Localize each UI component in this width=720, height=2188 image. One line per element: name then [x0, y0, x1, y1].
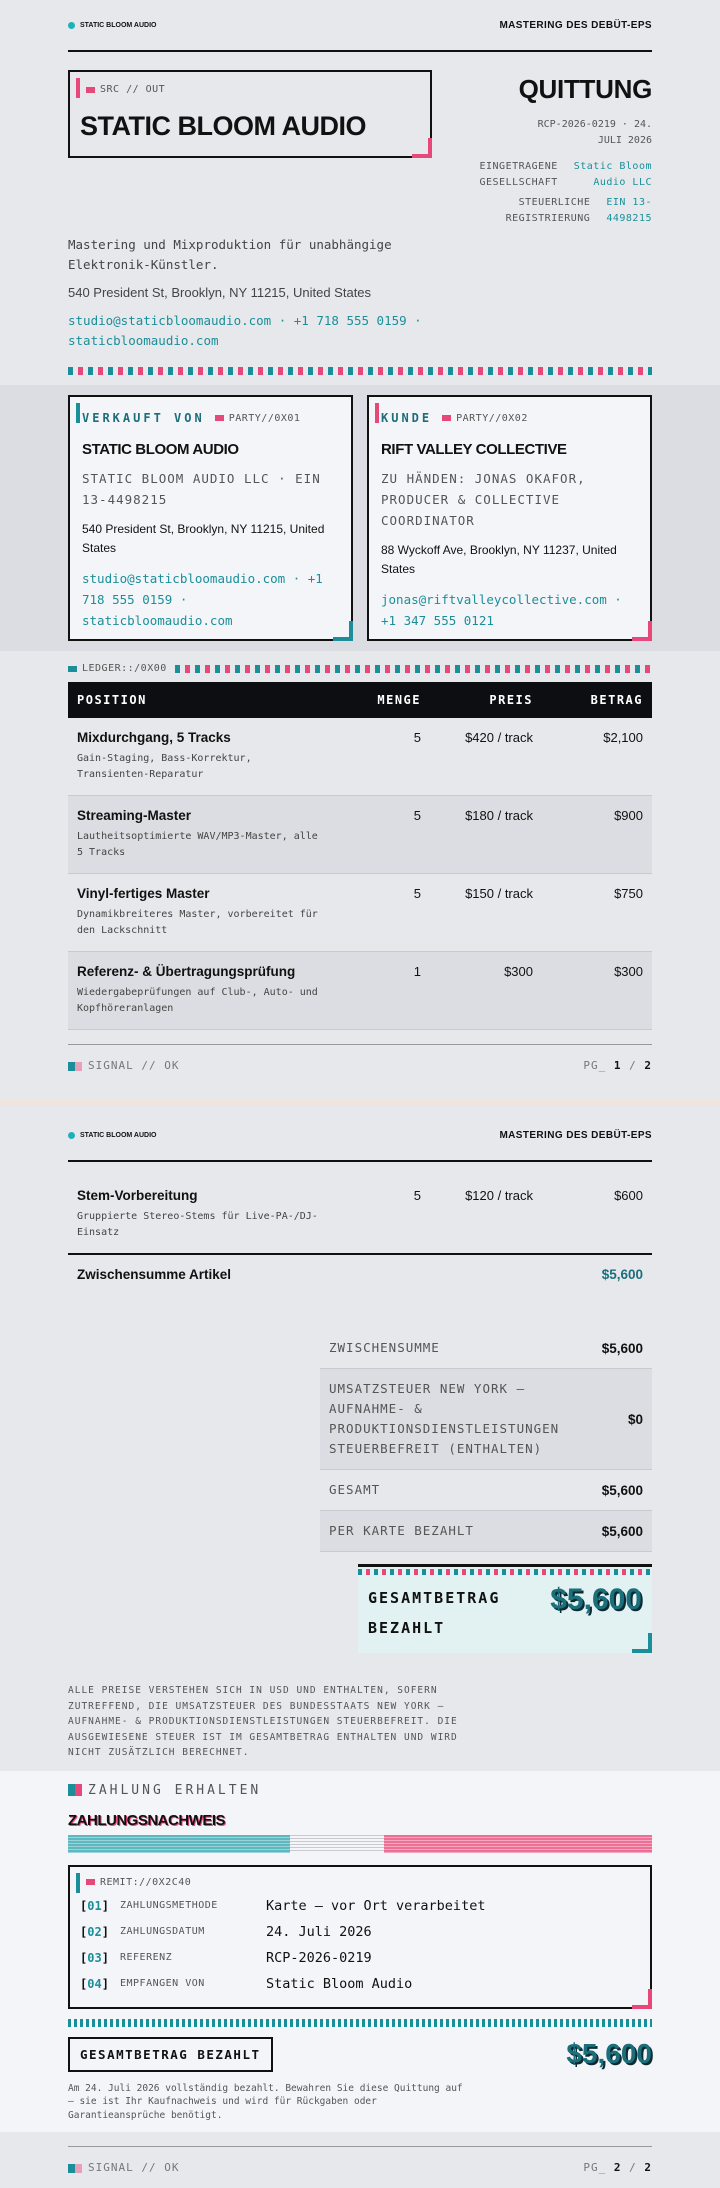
- src-tag-label: SRC // OUT: [100, 84, 166, 95]
- item-desc: Gruppierte Stereo-Stems für Live-PA-/DJ-Einsatz: [77, 1211, 318, 1238]
- item-desc: Wiedergabeprüfungen auf Club-, Auto- und Kopfhöreranlagen: [77, 987, 318, 1014]
- item-desc: Gain-Staging, Bass-Korrektur, Transienten-Reparatur: [77, 753, 252, 780]
- item-desc: Dynamikbreiteres Master, vorbereitet für den Lackschnitt: [77, 909, 318, 936]
- item-qty: 5: [413, 1188, 421, 1203]
- remit-key: ZAHLUNGSMETHODE: [120, 1900, 218, 1911]
- corner-accent: [76, 78, 80, 98]
- remit-value: Karte — vor Ort verarbeitet: [266, 1897, 486, 1914]
- item-amount: $2,100: [603, 730, 643, 745]
- party-tag-label: PARTY//0X01: [228, 412, 301, 424]
- remit-index-number: 04: [87, 1976, 102, 1991]
- totals-value: $0: [627, 1411, 643, 1427]
- signal-status: [68, 1059, 179, 1072]
- totals-value: $5,600: [601, 1340, 643, 1356]
- customer-title: KUNDE: [381, 411, 433, 425]
- dashed-divider: [175, 665, 652, 673]
- seller-contact[interactable]: studio@staticbloomaudio.com · +1 718 555 0159 · staticbloomaudio.com: [82, 571, 323, 628]
- item-name: Streaming-Master: [77, 808, 192, 823]
- page-footer: [68, 1044, 652, 1072]
- flag-icon: [68, 2164, 82, 2173]
- corner-accent: [333, 621, 353, 641]
- ledger-tag: [68, 663, 167, 674]
- item-price: $150 / track: [465, 886, 533, 901]
- table-row: [68, 874, 652, 952]
- items-subtotal-label: Zwischensumme Artikel: [77, 1267, 232, 1282]
- item-amount: $600: [614, 1188, 643, 1203]
- payment-section: [0, 1771, 720, 2133]
- seller-legal: STATIC BLOOM AUDIO LLC · EIN 13-4498215: [82, 471, 321, 507]
- page-prefix: PG_: [583, 1059, 607, 1072]
- col-qty: MENGE: [368, 682, 430, 718]
- grand-total-label: [368, 1583, 500, 1643]
- corner-accent: [632, 1989, 652, 2009]
- company-info: [68, 235, 428, 351]
- tax-value: EIN 13-: [606, 197, 652, 208]
- table-row: [68, 718, 652, 796]
- corner-accent: [76, 1873, 80, 1893]
- company-contact[interactable]: studio@staticbloomaudio.com · +1 718 555 0159 · staticbloomaudio.com: [68, 313, 422, 348]
- registered-company: [452, 159, 652, 191]
- brand-mini: [68, 1132, 156, 1139]
- item-name: Referenz- & Übertragungsprüfung: [77, 964, 296, 979]
- page-separator: /: [629, 2161, 637, 2174]
- item-price: $180 / track: [465, 808, 533, 823]
- paid-label: GESAMTBETRAG BEZAHLT: [68, 2037, 273, 2072]
- project-title: MASTERING DES DEBÜT-EPS: [499, 19, 652, 31]
- item-amount: $900: [614, 808, 643, 823]
- page-header: [68, 1110, 652, 1162]
- tax-registration: [452, 195, 652, 227]
- grand-total-box: [358, 1564, 652, 1653]
- party-tag: [442, 413, 528, 424]
- receipt-number: [452, 117, 652, 149]
- bar-teal: [68, 1835, 290, 1853]
- logo-box: [68, 70, 432, 158]
- col-amount: BETRAG: [542, 682, 652, 718]
- tax-label: REGISTRIERUNG: [505, 213, 591, 224]
- item-desc: Lautheitsoptimierte WAV/MP3-Master, alle 5 Tracks: [77, 831, 318, 858]
- totals-row: [320, 1511, 652, 1552]
- table-row: [68, 1176, 652, 1253]
- receipt-line: RCP-2026-0219 · 24.: [537, 119, 652, 130]
- totals-block: [320, 1328, 652, 1653]
- paid-row: [68, 2037, 652, 2072]
- seller-title: VERKAUFT VON: [82, 411, 205, 425]
- corner-accent: [375, 403, 379, 423]
- brand-dot-icon: [68, 22, 75, 29]
- item-name: Vinyl-fertiges Master: [77, 886, 210, 901]
- brand-dot-icon: [68, 1132, 75, 1139]
- remit-index: [03]: [80, 1950, 109, 1965]
- totals-value: $5,600: [601, 1523, 643, 1539]
- receipt-line: JULI 2026: [597, 135, 652, 146]
- remit-key: REFERENZ: [120, 1952, 173, 1963]
- remit-value: Static Bloom Audio: [266, 1975, 413, 1992]
- document-title: QUITTUNG: [518, 74, 652, 104]
- remit-index: [04]: [80, 1976, 109, 1991]
- items-subtotal-value: $5,600: [601, 1267, 643, 1282]
- tax-label: STEUERLICHE: [518, 197, 591, 208]
- customer-contact[interactable]: jonas@riftvalleycollective.com · +1 347 555 0121: [381, 592, 622, 628]
- item-qty: 1: [413, 964, 421, 979]
- corner-accent: [632, 621, 652, 641]
- dashed-divider: [68, 367, 652, 375]
- remit-tag: [86, 1877, 640, 1888]
- seller-name: STATIC BLOOM AUDIO: [82, 441, 239, 458]
- brand-mini-label: STATIC BLOOM AUDIO: [80, 1131, 157, 1139]
- company-address: 540 President St, Brooklyn, NY 11215, United States: [68, 285, 372, 300]
- customer-attention: ZU HÄNDEN: JONAS OKAFOR, PRODUCER & COLLECTIVE COORDINATOR: [381, 471, 586, 528]
- reg-label: EINGETRAGENE: [479, 161, 558, 172]
- remit-row: [80, 1950, 640, 1966]
- remit-row: [80, 1898, 640, 1914]
- remit-key: ZAHLUNGSDATUM: [120, 1926, 205, 1937]
- ledger-row: [68, 663, 652, 674]
- remit-index-number: 03: [87, 1950, 102, 1965]
- parties-band: [0, 385, 720, 651]
- reg-value: Audio LLC: [593, 177, 652, 188]
- seller-address: 540 President St, Brooklyn, NY 11215, United States: [82, 522, 325, 555]
- item-price: $120 / track: [465, 1188, 533, 1203]
- page-current: 2: [613, 2161, 622, 2174]
- dashed-divider: [358, 1569, 652, 1575]
- totals-label: ZWISCHENSUMME: [329, 1340, 440, 1355]
- item-name: Stem-Vorbereitung: [77, 1188, 198, 1203]
- col-position: POSITION: [68, 682, 368, 718]
- page-total: 2: [644, 1059, 652, 1072]
- party-tag: [215, 413, 301, 424]
- customer-card: [367, 395, 652, 641]
- bar-gray: [290, 1835, 384, 1853]
- page-prefix: PG_: [583, 2161, 607, 2174]
- totals-label: UMSATZSTEUER NEW YORK – AUFNAHME- & PRODUKTIONSDIENSTLEISTUNGEN STEUERBEFREIT (ENTHALTEN): [329, 1381, 560, 1456]
- signal-status: [68, 2161, 179, 2174]
- paid-note: Am 24. Juli 2026 vollständig bezahlt. Bewahren Sie diese Quittung auf – sie ist Ihr Kaufnachweis und wird für Rückgaben oder Garantieansprüche benötigt.: [68, 2082, 463, 2121]
- remit-index-number: 01: [87, 1898, 102, 1913]
- remit-key: EMPFANGEN VON: [120, 1978, 205, 1989]
- item-qty: 5: [413, 808, 421, 823]
- page-total: 2: [644, 2161, 652, 2174]
- items-subtotal: [68, 1253, 652, 1294]
- reg-value: Static Bloom: [573, 161, 652, 172]
- remit-row: [80, 1924, 640, 1940]
- item-price: $420 / track: [465, 730, 533, 745]
- tax-note: ALLE PREISE VERSTEHEN SICH IN USD UND ENTHALTEN, SOFERN ZUTREFFEND, DIE UMSATZSTEUER DES BUNDESSTAATS NEW YORK – AUFNAHME- & PRODUKTIONSDIENSTLEISTUNGEN STEUERBEFREIT. DIE AUSGEWIESENE STEUER IST IM GESAMTBETRAG ENTHALTEN UND WIRD NICHT ZUSÄTZLICH BERECHNET.: [68, 1685, 458, 1758]
- table-row: [68, 796, 652, 874]
- item-qty: 5: [413, 730, 421, 745]
- line-items-table: [68, 682, 652, 1030]
- totals-row: [320, 1369, 652, 1470]
- page-indicator: [583, 1059, 652, 1072]
- totals-row: [320, 1470, 652, 1511]
- signal-label: SIGNAL // OK: [88, 1059, 180, 1072]
- item-amount: $300: [614, 964, 643, 979]
- corner-accent: [412, 138, 432, 158]
- remit-index-number: 02: [87, 1924, 102, 1939]
- item-price: $300: [504, 964, 533, 979]
- corner-accent: [632, 1633, 652, 1653]
- payment-head: [68, 1783, 652, 1798]
- corner-accent: [76, 403, 80, 423]
- page-indicator: [583, 2161, 652, 2174]
- remit-value: 24. Juli 2026: [266, 1923, 372, 1940]
- tax-value: 4498215: [606, 213, 652, 224]
- customer-name: RIFT VALLEY COLLECTIVE: [381, 441, 567, 458]
- payment-head-label: ZAHLUNG ERHALTEN: [88, 1782, 262, 1798]
- brand-mini-label: STATIC BLOOM AUDIO: [80, 21, 157, 29]
- flag-icon: [68, 1784, 82, 1796]
- page-separator: /: [629, 1059, 637, 1072]
- remit-tag-label: REMIT://0X2C40: [100, 1876, 192, 1888]
- remittance-box: [68, 1865, 652, 2009]
- flag-icon: [68, 1062, 82, 1071]
- ledger-tag-label: LEDGER::/0X00: [82, 663, 167, 674]
- item-name: Mixdurchgang, 5 Tracks: [77, 730, 231, 745]
- line-items-table-continued: [68, 1176, 652, 1253]
- remit-row: [80, 1976, 640, 1992]
- col-price: PREIS: [430, 682, 542, 718]
- receipt-meta: [452, 70, 652, 227]
- reg-label: GESELLSCHAFT: [479, 177, 558, 188]
- company-name: STATIC BLOOM AUDIO: [80, 111, 366, 141]
- page-current: 1: [613, 1059, 622, 1072]
- paid-value: $5,600: [566, 2038, 652, 2069]
- totals-label: PER KARTE BEZAHLT: [329, 1523, 474, 1538]
- company-block: [68, 70, 652, 227]
- project-title: MASTERING DES DEBÜT-EPS: [499, 1129, 652, 1141]
- page-header: [68, 0, 652, 52]
- signal-bars: [68, 1835, 652, 1853]
- remit-value: RCP-2026-0219: [266, 1949, 372, 1966]
- item-qty: 5: [413, 886, 421, 901]
- seller-card: [68, 395, 353, 641]
- grand-label-line: GESAMTBETRAG: [368, 1589, 501, 1607]
- customer-address: 88 Wyckoff Ave, Brooklyn, NY 11237, United States: [381, 543, 617, 576]
- signal-label: SIGNAL // OK: [88, 2161, 180, 2174]
- totals-row: [320, 1328, 652, 1369]
- company-tagline: Mastering und Mixproduktion für unabhängige Elektronik-Künstler.: [68, 237, 392, 272]
- page-footer: [68, 2146, 652, 2174]
- grand-label-line: BEZAHLT: [368, 1619, 446, 1637]
- party-tag-label: PARTY//0X02: [456, 412, 528, 424]
- bar-pink: [384, 1835, 652, 1853]
- table-header-row: [68, 682, 652, 718]
- totals-value: $5,600: [601, 1482, 643, 1498]
- table-row: [68, 952, 652, 1030]
- dashed-divider: [68, 2019, 652, 2027]
- item-amount: $750: [614, 886, 643, 901]
- totals-label: GESAMT: [329, 1482, 381, 1497]
- remit-index: [02]: [80, 1924, 109, 1939]
- brand-mini: [68, 22, 156, 29]
- remit-index: [01]: [80, 1898, 109, 1913]
- grand-total-value: $5,600: [550, 1583, 642, 1616]
- page-separator-band: [0, 1100, 720, 1106]
- src-tag: [86, 84, 420, 95]
- payment-title: ZAHLUNGSNACHWEIS: [68, 1811, 225, 1829]
